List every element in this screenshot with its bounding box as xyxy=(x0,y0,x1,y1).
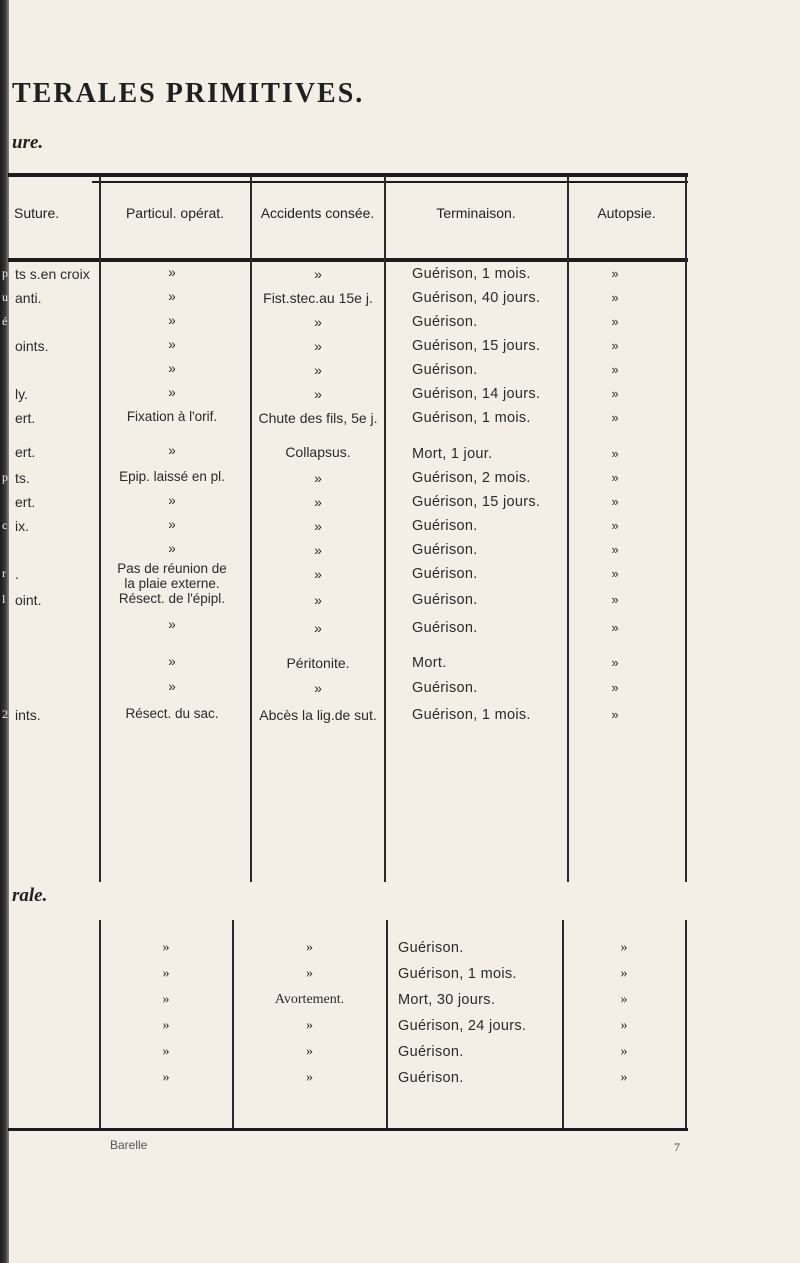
cell-suture: . xyxy=(15,566,19,582)
cell-accidents: » xyxy=(314,620,322,636)
cell-particul: » xyxy=(168,541,176,556)
cell-particul: » xyxy=(168,443,176,458)
cell-autopsie: » xyxy=(620,940,628,955)
column-divider xyxy=(567,176,569,882)
cell-terminaison: Guérison, 24 jours. xyxy=(398,1018,527,1034)
margin-mark: é xyxy=(2,314,8,328)
cell-suture: oints. xyxy=(15,338,49,354)
cell-autopsie: » xyxy=(611,266,619,281)
cell-accidents: » xyxy=(306,1018,313,1033)
cell-autopsie: » xyxy=(611,338,619,353)
margin-mark: p xyxy=(2,470,8,484)
cell-particul: » xyxy=(168,265,176,280)
cell-accidents: Péritonite. xyxy=(286,655,350,671)
header-suture: Suture. xyxy=(14,205,60,221)
header-bottom-rule xyxy=(8,258,688,262)
cell-suture: ts. xyxy=(15,470,30,486)
cell-autopsie: » xyxy=(611,446,619,461)
cell-accidents: » xyxy=(314,518,322,534)
cell-particul: » xyxy=(162,1018,170,1033)
printer-credit: Barelle xyxy=(110,1138,148,1152)
cell-autopsie: » xyxy=(611,494,619,509)
cell-terminaison: Mort, 30 jours. xyxy=(398,992,496,1008)
cell-accidents: » xyxy=(306,1044,313,1059)
cell-suture: ix. xyxy=(15,518,29,534)
cell-terminaison: Guérison. xyxy=(398,1070,464,1086)
table-right-border xyxy=(685,920,687,1128)
cell-terminaison: Guérison. xyxy=(412,518,478,534)
cell-accidents: » xyxy=(314,494,322,510)
cell-accidents: Avortement. xyxy=(274,992,345,1007)
margin-mark: p xyxy=(2,266,8,280)
header-terminaison: Terminaison. xyxy=(436,205,516,221)
cell-terminaison: Guérison. xyxy=(412,314,478,330)
cell-autopsie: » xyxy=(620,1018,628,1033)
cell-terminaison: Guérison. xyxy=(412,566,478,582)
cell-terminaison: Guérison, 1 mois. xyxy=(412,266,531,282)
cell-accidents: » xyxy=(306,966,313,981)
cell-particul: » xyxy=(162,940,170,955)
column-divider xyxy=(386,920,388,1128)
margin-mark: l xyxy=(2,592,6,606)
cell-autopsie: » xyxy=(611,566,619,581)
table-top-rule-secondary xyxy=(92,181,688,183)
cell-accidents: » xyxy=(306,940,313,955)
cell-autopsie: » xyxy=(611,290,619,305)
table-bottom-rule xyxy=(8,1128,688,1131)
cell-terminaison: Guérison, 1 mois. xyxy=(398,966,517,982)
cell-accidents: » xyxy=(314,680,322,696)
cell-particul: » xyxy=(168,337,176,352)
merged-note-line-3: Résect. de l'épipl. xyxy=(118,591,226,606)
cell-particul: » xyxy=(168,617,176,632)
cell-autopsie: » xyxy=(620,1044,628,1059)
cell-particul: » xyxy=(162,1070,170,1085)
cell-autopsie: » xyxy=(620,1070,628,1085)
cell-autopsie: » xyxy=(611,655,619,670)
margin-mark: r xyxy=(2,566,6,580)
cell-particul: » xyxy=(162,992,170,1007)
cell-terminaison: Guérison. xyxy=(412,362,478,378)
merged-note-line-1: Pas de réunion de xyxy=(117,561,227,576)
cell-autopsie: » xyxy=(611,707,619,722)
cell-suture: ert. xyxy=(15,444,36,460)
cell-autopsie: » xyxy=(611,592,619,607)
cell-accidents: Fist.stec.au 15e j. xyxy=(263,290,373,306)
column-divider xyxy=(384,176,386,882)
table-right-border xyxy=(685,176,687,882)
cell-particul: » xyxy=(168,385,176,400)
cell-autopsie: » xyxy=(611,314,619,329)
cell-terminaison: Guérison, 1 mois. xyxy=(412,410,531,426)
cell-suture: ert. xyxy=(15,410,36,426)
cell-particul: Fixation à l'orif. xyxy=(126,409,218,424)
margin-mark: c xyxy=(2,518,8,532)
cell-terminaison: Mort. xyxy=(412,655,447,671)
cell-particul: » xyxy=(162,1044,170,1059)
cell-terminaison: Guérison. xyxy=(398,1044,464,1060)
cell-terminaison: Guérison, 1 mois. xyxy=(412,707,531,723)
cell-terminaison: Guérison. xyxy=(398,940,464,956)
cell-terminaison: Guérison. xyxy=(412,592,478,608)
cell-accidents: » xyxy=(314,470,322,486)
cell-autopsie: » xyxy=(611,470,619,485)
cell-accidents: » xyxy=(314,592,322,608)
cell-autopsie: » xyxy=(611,518,619,533)
cell-suture: ints. xyxy=(15,707,41,723)
page-number: 7 xyxy=(674,1140,680,1154)
cell-accidents: » xyxy=(306,1070,313,1085)
cell-particul: » xyxy=(168,654,176,669)
cell-particul: Epip. laissé en pl. xyxy=(119,469,225,484)
cell-accidents: Collapsus. xyxy=(285,444,351,460)
cell-terminaison: Guérison, 14 jours. xyxy=(412,386,541,402)
cell-suture: anti. xyxy=(15,290,42,306)
cell-terminaison: Guérison, 15 jours. xyxy=(412,494,541,510)
cell-autopsie: » xyxy=(620,992,628,1007)
cell-terminaison: Guérison. xyxy=(412,680,478,696)
cell-accidents: Chute des fils, 5e j. xyxy=(258,410,378,426)
cell-suture: ts s.en croix xyxy=(15,266,90,282)
cell-particul: » xyxy=(168,313,176,328)
cell-accidents: Abcès la lig.de sut. xyxy=(259,707,377,723)
cell-autopsie: » xyxy=(611,362,619,377)
cell-suture: oint. xyxy=(15,592,42,608)
cell-suture: ert. xyxy=(15,494,36,510)
cell-terminaison: Guérison. xyxy=(412,620,478,636)
cell-terminaison: Guérison, 15 jours. xyxy=(412,338,541,354)
cell-particul: » xyxy=(168,517,176,532)
cell-accidents: » xyxy=(314,542,322,558)
section-label-mid: rale. xyxy=(12,885,48,906)
cell-autopsie: » xyxy=(611,680,619,695)
margin-mark: 2 xyxy=(2,707,8,721)
cell-particul: » xyxy=(168,493,176,508)
header-accidents: Accidents consée. xyxy=(260,205,375,221)
cell-accidents: » xyxy=(314,362,322,378)
cell-terminaison: Guérison, 40 jours. xyxy=(412,290,541,306)
header-particul: Particul. opérat. xyxy=(125,205,225,221)
cell-accidents: » xyxy=(314,314,322,330)
section-label-top: ure. xyxy=(12,132,44,153)
cell-particul: Résect. du sac. xyxy=(125,706,219,721)
margin-mark: u xyxy=(2,290,8,304)
cell-particul: » xyxy=(162,966,170,981)
cell-terminaison: Guérison. xyxy=(412,542,478,558)
cell-particul: » xyxy=(168,679,176,694)
cell-autopsie: » xyxy=(611,386,619,401)
page-title: TERALES PRIMITIVES. xyxy=(12,78,365,109)
cell-terminaison: Guérison, 2 mois. xyxy=(412,470,531,486)
cell-accidents: » xyxy=(314,386,322,402)
cell-particul: » xyxy=(168,289,176,304)
merged-note-line-2: la plaie externe. xyxy=(124,576,220,591)
cell-autopsie: » xyxy=(611,542,619,557)
cell-accidents: » xyxy=(314,266,322,282)
cell-particul: » xyxy=(168,361,176,376)
cell-accidents: » xyxy=(314,566,322,582)
cell-suture: ly. xyxy=(15,386,28,402)
cell-autopsie: » xyxy=(620,966,628,981)
cell-autopsie: » xyxy=(611,620,619,635)
book-spine xyxy=(0,0,9,1263)
header-autopsie: Autopsie. xyxy=(597,205,656,221)
table-top-rule xyxy=(8,173,688,177)
cell-autopsie: » xyxy=(611,410,619,425)
cell-terminaison: Mort, 1 jour. xyxy=(412,446,493,462)
cell-accidents: » xyxy=(314,338,322,354)
